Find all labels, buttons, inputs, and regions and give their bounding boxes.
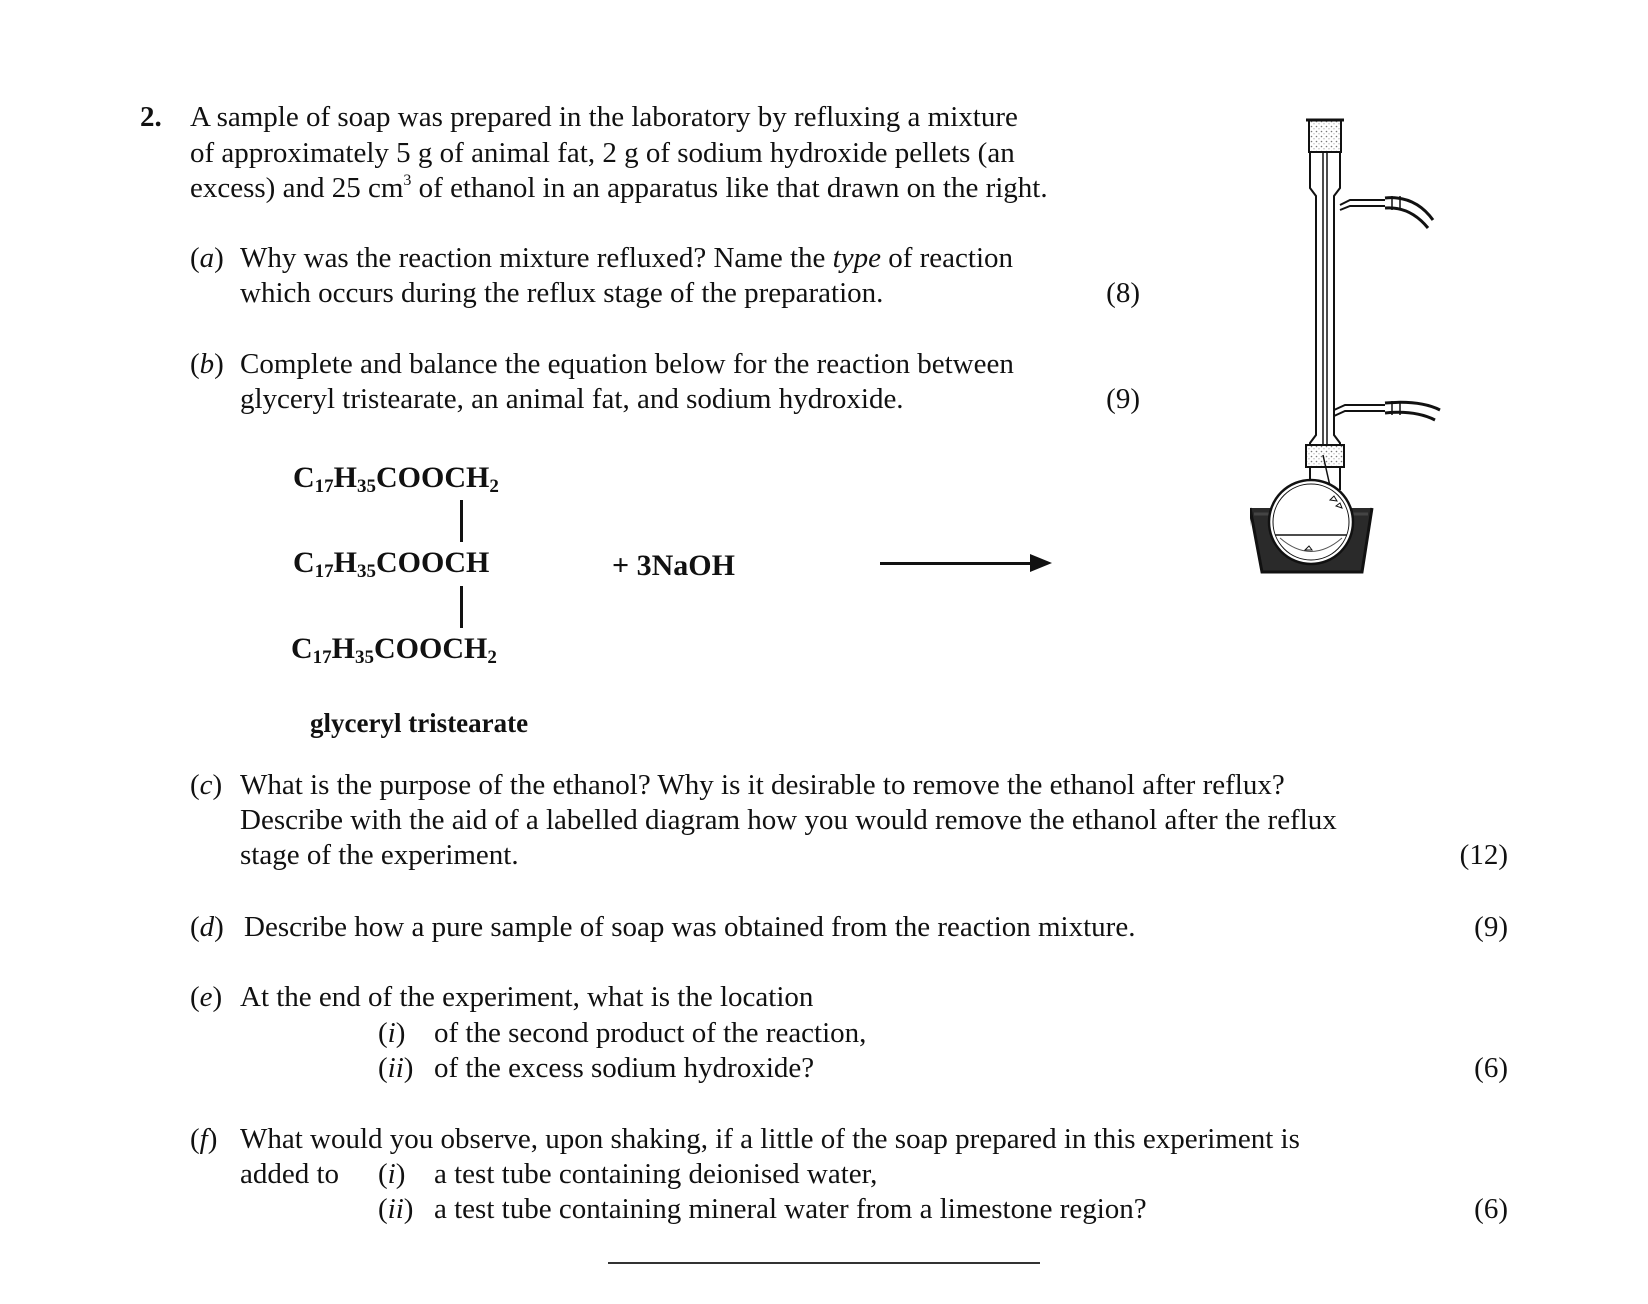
part-b-line-1: Complete and balance the equation below for the reaction between — [240, 348, 1014, 380]
part-e-marks: (6) — [1474, 1052, 1508, 1084]
compound-name: glyceryl tristearate — [310, 708, 529, 738]
reaction-arrow-line — [880, 562, 1032, 565]
part-f-label: (f) — [190, 1123, 218, 1155]
water-inlet-hose — [1334, 401, 1440, 420]
part-a-line-2: which occurs during the reflux stage of the preparation. — [240, 277, 884, 309]
part-c-line-2: Describe with the aid of a labelled diagram how you would remove the ethanol after the reflux — [240, 804, 1337, 836]
part-e-sub-ii-text: of the excess sodium hydroxide? — [434, 1052, 815, 1084]
bond-bottom — [460, 586, 463, 628]
part-f-sub-i-label: (i) — [378, 1158, 406, 1190]
top-stopper — [1309, 120, 1341, 152]
part-e-sub-i-label: (i) — [378, 1017, 406, 1049]
reflux-apparatus-diagram — [1250, 110, 1450, 610]
question-number: 2. — [140, 101, 162, 133]
formula-middle: $C_{17}H_{35}COOCH$ — [293, 546, 490, 582]
part-f-sub-i-text: a test tube containing deionised water, — [434, 1158, 878, 1190]
part-d-label: (d) — [190, 911, 224, 943]
reaction-arrow-head — [1030, 554, 1052, 572]
part-f-line-2-lead: added to — [240, 1158, 340, 1190]
formula-top: $C_{17}H_{35}COOCH_2$ — [293, 461, 499, 497]
part-a-marks: (8) — [1106, 277, 1140, 309]
part-e-label: (e) — [190, 981, 223, 1013]
part-a-line-1: Why was the reaction mixture refluxed? Name the type of reaction — [240, 242, 1014, 274]
part-c-marks: (12) — [1459, 839, 1508, 871]
part-f-sub-ii-label: (ii) — [378, 1193, 414, 1225]
reagent-naoh: + 3NaOH — [612, 549, 735, 582]
intro-line-3: excess) and 25 $cm^3$ of ethanol in an apparatus like that drawn on the right. — [190, 172, 1048, 204]
part-c-line-1: What is the purpose of the ethanol? Why is it desirable to remove the ethanol after reflux? — [240, 769, 1285, 801]
part-e-sub-i-text: of the second product of the reaction, — [434, 1017, 867, 1049]
part-c-label: (c) — [190, 769, 223, 801]
intro-line-1: A sample of soap was prepared in the laboratory by refluxing a mixture — [190, 101, 1018, 133]
water-outlet-hose — [1340, 196, 1433, 228]
part-d-marks: (9) — [1474, 911, 1508, 943]
part-c-line-3: stage of the experiment. — [240, 839, 519, 871]
part-b-marks: (9) — [1106, 383, 1140, 415]
part-b-line-2: glyceryl tristearate, an animal fat, and sodium hydroxide. — [240, 383, 904, 415]
part-d-line-1: Describe how a pure sample of soap was obtained from the reaction mixture. — [244, 911, 1136, 943]
part-f-marks: (6) — [1474, 1193, 1508, 1225]
part-f-sub-ii-text: a test tube containing mineral water from a limestone region? — [434, 1193, 1147, 1225]
formula-bottom: $C_{17}H_{35}COOCH_2$ — [291, 632, 497, 668]
bond-top — [460, 500, 463, 542]
part-f-line-1: What would you observe, upon shaking, if a little of the soap prepared in this experiment is — [240, 1123, 1300, 1155]
part-e-sub-ii-label: (ii) — [378, 1052, 414, 1084]
end-of-question-rule — [608, 1262, 1040, 1264]
intro-line-2: of approximately 5 g of animal fat, 2 g of sodium hydroxide pellets (an — [190, 137, 1015, 169]
part-b-label: (b) — [190, 348, 224, 380]
part-a-label: (a) — [190, 242, 224, 274]
part-e-line-1: At the end of the experiment, what is the location — [240, 981, 814, 1013]
